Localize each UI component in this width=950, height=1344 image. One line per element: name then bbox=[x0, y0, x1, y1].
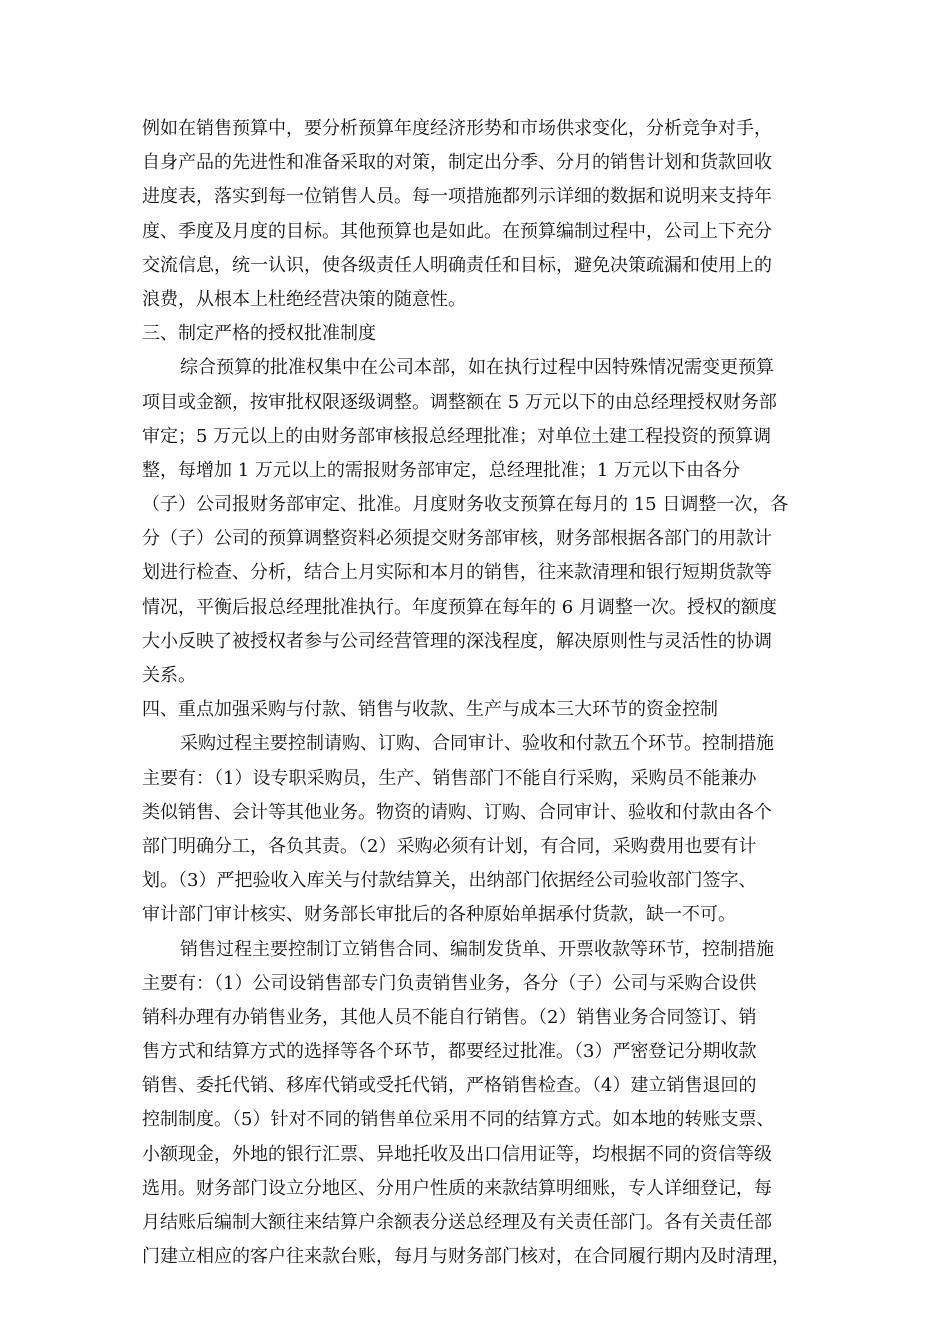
text-line: 销售、委托代销、移库代销或受托代销，严格销售检查。（4）建立销售退回的 bbox=[142, 1075, 757, 1097]
text-line: 度、季度及月度的目标。其他预算也是如此。在预算编制过程中，公司上下充分 bbox=[142, 220, 772, 242]
text-line: 销科办理有办销售业务，其他人员不能自行销售。（2）销售业务合同签订、销 bbox=[142, 1006, 757, 1028]
text-line: 销售过程主要控制订立销售合同、编制发货单、开票收款等环节，控制措施 bbox=[180, 938, 774, 960]
text-line: 分（子）公司的预算调整资料必须提交财务部审核，财务部根据各部门的用款计 bbox=[142, 528, 772, 550]
text-line: 例如在销售预算中，要分析预算年度经济形势和市场供求变化，分析竞争对手， bbox=[142, 118, 772, 139]
text-line: 三、制定严格的授权批准制度 bbox=[142, 323, 376, 345]
text-line: （子）公司报财务部审定、批准。月度财务收支预算在每月的 15 日调整一次，各 bbox=[142, 494, 789, 516]
text-line: 项目或金额，按审批权限逐级调整。调整额在 5 万元以下的由总经理授权财务部 bbox=[142, 391, 777, 413]
text-line: 浪费，从根本上杜绝经营决策的随意性。 bbox=[142, 288, 466, 310]
text-line: 关系。 bbox=[142, 665, 196, 686]
text-line: 交流信息，统一认识，使各级责任人明确责任和目标，避免决策疏漏和使用上的 bbox=[142, 254, 772, 276]
text-line: 大小反映了被授权者参与公司经营管理的深浅程度，解决原则性与灵活性的协调 bbox=[142, 630, 772, 652]
text-line: 综合预算的批准权集中在公司本部，如在执行过程中因特殊情况需变更预算 bbox=[180, 357, 774, 379]
text-line: 审定；5 万元以上的由财务部审核报总经理批准；对单位土建工程投资的预算调 bbox=[142, 425, 772, 447]
text-line: 划。（3）严把验收入库关与付款结算关，出纳部门依据经公司验收部门签字、 bbox=[142, 870, 757, 892]
text-line: 售方式和结算方式的选择等各个环节，都要经过批准。（3）严密登记分期收款 bbox=[142, 1041, 757, 1063]
text-line: 选用。财务部门设立分地区、分用户性质的来款结算明细账，专人详细登记，每 bbox=[142, 1177, 772, 1199]
document-body bbox=[142, 112, 832, 1274]
text-line: 划进行检查、分析，结合上月实际和本月的销售，往来款清理和银行短期货款等 bbox=[142, 562, 772, 584]
text-line: 四、重点加强采购与付款、销售与收款、生产与成本三大环节的资金控制 bbox=[142, 699, 718, 721]
text-line: 控制制度。（5）针对不同的销售单位采用不同的结算方式。如本地的转账支票、 bbox=[142, 1109, 775, 1131]
text-line: 门建立相应的客户往来款台账，每月与财务部门核对，在合同履行期内及时清理， bbox=[142, 1246, 790, 1268]
text-line: 类似销售、会计等其他业务。物资的请购、订购、合同审计、验收和付款由各个 bbox=[142, 801, 772, 823]
text-line: 部门明确分工，各负其责。（2）采购必须有计划，有合同，采购费用也要有计 bbox=[142, 835, 757, 857]
text-line: 月结账后编制大额往来结算户余额表分送总经理及有关责任部门。各有关责任部 bbox=[142, 1212, 772, 1233]
text-line: 小额现金，外地的银行汇票、异地托收及出口信用证等，均根据不同的资信等级 bbox=[142, 1143, 772, 1165]
text-line: 整，每增加 1 万元以上的需报财务部审定，总经理批准；1 万元以下由各分 bbox=[142, 459, 741, 481]
text-line: 采购过程主要控制请购、订购、合同审计、验收和付款五个环节。控制措施 bbox=[180, 733, 774, 755]
text-line: 审计部门审计核实、财务部长审批后的各种原始单据承付货款，缺一不可。 bbox=[142, 904, 736, 926]
text-line: 情况，平衡后报总经理批准执行。年度预算在每年的 6 月调整一次。授权的额度 bbox=[142, 596, 777, 618]
text-line: 主要有：（1）公司设销售部专门负责销售业务，各分（子）公司与采购合设供 bbox=[142, 972, 757, 994]
text-line: 自身产品的先进性和准备采取的对策，制定出分季、分月的销售计划和货款回收 bbox=[142, 152, 772, 174]
text-line: 主要有：（1）设专职采购员，生产、销售部门不能自行采购，采购员不能兼办 bbox=[142, 767, 757, 789]
text-line: 进度表，落实到每一位销售人员。每一项措施都列示详细的数据和说明来支持年 bbox=[142, 186, 772, 208]
